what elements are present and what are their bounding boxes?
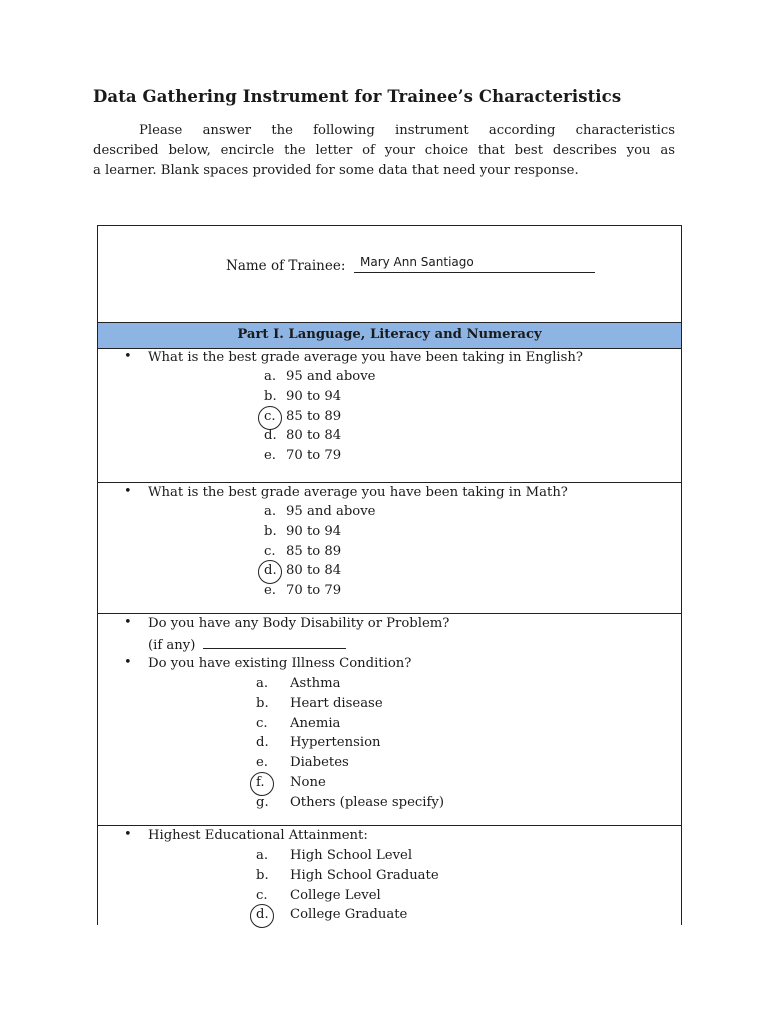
education-option-d[interactable] <box>256 907 616 925</box>
option-text: High School Graduate <box>290 867 439 883</box>
option-letter: e. <box>256 755 268 771</box>
questionnaire-table <box>97 225 682 925</box>
education-question-block <box>98 825 681 926</box>
option-text: Diabetes <box>290 755 349 771</box>
option-text: College Level <box>290 887 381 903</box>
instructions-paragraph <box>93 121 675 180</box>
option-text: High School Level <box>290 848 413 863</box>
trainee-name-label: Name of Trainee: <box>226 258 346 274</box>
health-option-d[interactable] <box>256 735 616 753</box>
trainee-name-row <box>98 226 681 322</box>
trainee-name-value: Mary Ann Santiago <box>360 255 474 269</box>
math-option-d[interactable] <box>264 563 624 581</box>
math-option-b[interactable] <box>264 524 624 542</box>
english-grade-question <box>124 349 583 365</box>
english-option-b[interactable] <box>264 389 624 407</box>
option-text: 95 and above <box>286 369 376 384</box>
health-option-e[interactable] <box>256 755 616 773</box>
english-option-d[interactable] <box>264 428 624 446</box>
option-text: 70 to 79 <box>286 448 342 464</box>
illness-question-text: Do you have existing Illness Condition? <box>148 656 412 671</box>
disability-question-text: Do you have any Body Disability or Problem? <box>148 616 450 631</box>
english-option-c[interactable] <box>264 409 624 427</box>
english-option-e[interactable] <box>264 448 624 466</box>
math-question-text: What is the best grade average you have been taking in Math? <box>148 485 568 500</box>
option-letter: d. <box>256 735 269 751</box>
option-letter: c. <box>256 715 268 731</box>
education-question <box>124 827 368 843</box>
option-text: 90 to 94 <box>286 388 342 404</box>
selected-answer-circle <box>250 904 274 928</box>
instructions-line-3: a learner. Blank spaces provided for some data that need your response. <box>93 162 579 178</box>
option-letter: d. <box>256 907 269 923</box>
education-question-text: Highest Educational Attainment: <box>148 828 368 843</box>
english-option-a[interactable] <box>264 369 624 387</box>
option-letter: e. <box>264 448 276 464</box>
option-letter: c. <box>264 543 276 559</box>
math-grade-question <box>124 484 568 500</box>
option-text: Asthma <box>290 676 341 691</box>
english-question-text: What is the best grade average you have been taking in English? <box>148 350 583 365</box>
health-option-g[interactable] <box>256 795 616 813</box>
disability-answer-field[interactable] <box>203 636 346 649</box>
option-letter: c. <box>264 408 276 424</box>
option-letter: c. <box>256 887 268 903</box>
option-text: 85 to 89 <box>286 543 342 559</box>
health-option-b[interactable] <box>256 696 616 714</box>
bullet-icon: • <box>124 484 132 499</box>
selected-answer-circle <box>250 772 274 796</box>
option-letter: f. <box>256 775 265 790</box>
option-letter: g. <box>256 794 269 810</box>
trainee-name-field[interactable] <box>354 272 595 273</box>
health-option-a[interactable] <box>256 676 616 694</box>
bullet-icon: • <box>124 655 132 670</box>
disability-question <box>124 615 450 631</box>
bullet-icon: • <box>124 349 132 364</box>
health-question-block <box>98 613 681 826</box>
instructions-line-2: described below, encircle the letter of your choice that best describes you as <box>93 142 675 158</box>
option-letter: a. <box>264 504 277 519</box>
option-text: Others (please specify) <box>290 794 445 810</box>
education-option-b[interactable] <box>256 868 616 886</box>
option-text: Hypertension <box>290 735 381 751</box>
option-text: 95 and above <box>286 504 376 519</box>
option-text: 80 to 84 <box>286 563 342 579</box>
option-letter: e. <box>264 583 276 599</box>
option-text: 70 to 79 <box>286 583 342 599</box>
math-option-a[interactable] <box>264 504 624 522</box>
option-letter: b. <box>256 695 269 711</box>
option-text: Anemia <box>290 715 341 731</box>
selected-answer-circle <box>258 406 282 430</box>
option-text: 80 to 84 <box>286 428 342 444</box>
disability-answer-row <box>148 636 346 653</box>
english-grade-question-block <box>98 348 681 482</box>
bullet-icon: • <box>124 827 132 842</box>
option-text: College Graduate <box>290 907 408 923</box>
illness-question <box>124 655 412 671</box>
option-text: 90 to 94 <box>286 523 342 539</box>
option-text: None <box>290 775 326 790</box>
option-letter: b. <box>264 523 277 539</box>
option-letter: a. <box>256 676 269 691</box>
math-option-e[interactable] <box>264 583 624 601</box>
option-text: Heart disease <box>290 695 383 711</box>
math-grade-question-block <box>98 482 681 614</box>
document-title: Data Gathering Instrument for Trainee’s Characteristics <box>93 87 622 106</box>
part-1-header: Part I. Language, Literacy and Numeracy <box>98 322 681 349</box>
option-letter: a. <box>256 848 269 863</box>
education-option-c[interactable] <box>256 888 616 906</box>
math-option-c[interactable] <box>264 544 624 562</box>
bullet-icon: • <box>124 615 132 630</box>
option-letter: a. <box>264 369 277 384</box>
selected-answer-circle <box>258 560 282 584</box>
option-letter: d. <box>264 563 277 579</box>
health-option-f[interactable] <box>256 775 616 793</box>
option-text: 85 to 89 <box>286 408 342 424</box>
health-option-c[interactable] <box>256 716 616 734</box>
option-letter: b. <box>256 867 269 883</box>
option-letter: d. <box>264 428 277 444</box>
education-option-a[interactable] <box>256 848 616 866</box>
if-any-label: (if any) <box>148 638 196 653</box>
option-letter: b. <box>264 388 277 404</box>
instructions-line-1: Please answer the following instrument according characteristics <box>139 123 675 138</box>
